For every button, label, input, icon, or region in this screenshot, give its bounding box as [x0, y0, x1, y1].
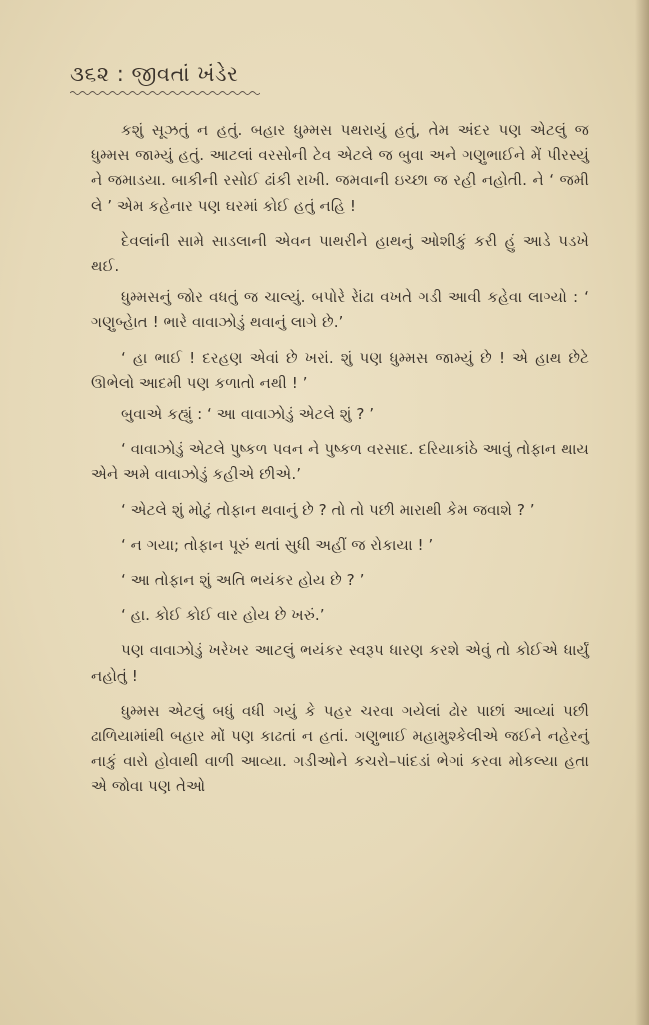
paragraph: ‘ વાવાઝોડું એટલે પુષ્કળ પવન ને પુષ્કળ વરસાદ. દરિયાકાંઠે આવું તોફાન થાય એને અમે વાવાઝોડું કહીએ છીએ.’: [91, 440, 589, 484]
paragraph: ‘ એટલે શું મોટું તોફાન થવાનું છે ? તો તો પછી મારાથી કેમ જવાશે ? ’: [121, 500, 535, 519]
paragraph: ‘ હા ભાઈ ! દરહણ એવાં છે ખરાં. શું પણ ધુમ્મસ જામ્યું છે ! એ હાથ છેટે ઊભેલો આદમી પણ કળાતો નથી ! ’: [91, 348, 589, 392]
paragraph: ધુમ્મસ એટલું બધું વધી ગયું કે પહર ચરવા ગયેલાં ઢોર પાછાં આવ્યાં પછી ઢાળિયામાંથી બહાર મોં પણ કાઢતાં ન હતાં. ગણુભાઈ મહામુશ્કેલીએ જઈને નહેરનું નાકું વારો હોવાથી વાળી આવ્યા. ગડીઓને કચરો–પાંદડાં ભેગાં કરવા મોકલ્યા હતા એ જોવા પણ તેઓ: [91, 701, 589, 796]
paragraph: ‘ હા. કોઈ કોઈ વાર હોય છે ખરું.’: [121, 606, 325, 625]
paragraph: ધુમ્મસનું જોર વધતું જ ચાલ્યું. બપોરે રેાંઢા વખતે ગડી આવી કહેવા લાગ્યો : ‘ ગણુબ્હેાત ! ભારે વાવાઝોડું થવાનું લાગે છે.’: [91, 288, 589, 332]
running-head: ૩૬૨ : જીવતાં ખંડેર: [70, 62, 239, 86]
paragraph: ‘ ન ગયા; તોફાન પૂરું થતાં સુધી અહીં જ રોકાયા ! ’: [121, 535, 434, 554]
decorative-wavy-rule: [70, 90, 260, 96]
page-edge-shadow: [635, 0, 649, 1025]
body-text: [91, 118, 589, 800]
paragraph: પણ વાવાઝોડું ખરેખર આટલું ભયંકર સ્વરૂપ ધારણ કરશે એવું તો કોઈએ ધાર્યું નહોતું !: [91, 641, 589, 685]
paragraph: કશું સૂઝતું ન હતું. બહાર ધુમ્મસ પથરાયું હતું, તેમ અંદર પણ એટલું જ ધુમ્મસ જામ્યું હતું. આટલાં વરસોની ટેવ એટલે જ બુવા અને ગણુભાઈને મેં પીરસ્યું ને જમાડયા. બાકીની રસોઈ ઢાંકી રાખી. જમવાની ઇચ્છા જ રહી નહોતી. ને ‘ જમી લે ’ એમ કહેનાર પણ ઘરમાં કોઈ હતું નહિ !: [91, 121, 589, 215]
paragraph: દેવલાંની સામે સાડલાની એવન પાથરીને હાથનું ઓશીકું કરી હું આડે પડખે થઈ.: [91, 231, 589, 276]
paragraph: બુવાએ કહ્યું : ‘ આ વાવાઝોડું એટલે શું ? ’: [121, 405, 375, 424]
paragraph: ‘ આ તોફાન શું અતિ ભયંકર હોય છે ? ’: [121, 571, 365, 590]
